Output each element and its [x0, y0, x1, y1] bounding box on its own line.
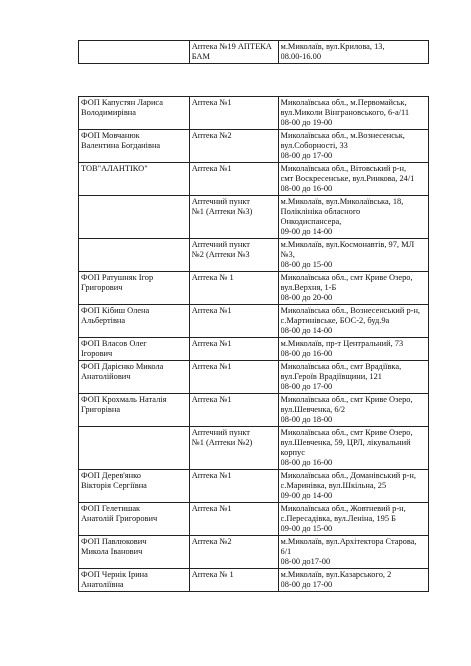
address-cell-line: вул.Героїв Врадіївщини, 121 [280, 372, 382, 381]
table-row [79, 239, 429, 272]
pharmacy-table [78, 96, 429, 592]
owner-cell [79, 97, 190, 130]
pharmacy-type-cell-line: Аптечний пункт [191, 428, 250, 437]
pharmacy-type-cell [189, 427, 278, 470]
table-row [79, 305, 429, 338]
address-cell-line: 08-00 до 20-00 [280, 293, 333, 302]
pharmacy-type-cell-line: Аптека №2 [191, 131, 232, 140]
address-cell [278, 305, 428, 338]
owner-cell-line: ФОП Чернік Ірина [81, 570, 148, 579]
address-cell-line: смт Воскресенське, вул.Ринкова, 24/1 [280, 174, 415, 183]
address-cell-line: с.Мартинівське, БОС-2, буд.9а [280, 316, 390, 325]
address-cell-line: м.Миколаїв, вул.Крилова, 13, [280, 42, 385, 51]
pharmacy-type-cell [189, 196, 278, 239]
owner-cell-line: ФОП Власов Олег [81, 339, 147, 348]
owner-cell [79, 361, 190, 394]
address-cell-line: с.Маринівка, вул.Шкільна, 25 [280, 481, 387, 490]
owner-cell-line: Анатолій Григорович [81, 514, 158, 523]
address-cell-line: Онкодиспансера, [280, 217, 342, 226]
pharmacy-type-cell [189, 41, 278, 64]
pharmacy-type-cell-line: №2 (Аптеки №3 [191, 250, 250, 259]
table-row [79, 272, 429, 305]
owner-cell [79, 196, 190, 239]
owner-cell-line: ФОП Мовчанюк [81, 131, 140, 140]
address-cell-line: Миколаївська обл., Жовтневий р-н, [280, 504, 406, 513]
address-cell-line: Миколаївська обл., Доманівський р-н, [280, 471, 416, 480]
owner-cell-line: ТОВ"АЛАНТІКО" [81, 164, 148, 173]
table-row [79, 41, 429, 64]
pharmacy-type-cell-line: Аптека №2 [191, 537, 232, 546]
pharmacy-type-cell-line: Аптека №1 [191, 306, 232, 315]
pharmacy-type-cell-line: Аптека №1 [191, 339, 232, 348]
address-cell-line: Миколаївська обл., Вознесенський р-н, [280, 306, 421, 315]
owner-cell [79, 427, 190, 470]
address-cell-line: вул.Верхня, 1-Б [280, 283, 337, 292]
owner-cell-line: ФОП Ратушняк Ігор [81, 273, 154, 282]
pharmacy-type-cell-line: Аптека №1 [191, 504, 232, 513]
pharmacy-type-cell-line: Аптека №19 АПТЕКА [191, 42, 272, 51]
address-cell [278, 272, 428, 305]
address-cell [278, 41, 428, 64]
owner-cell-line: ФОП Кібиш Олена [81, 306, 150, 315]
owner-cell-line: Анатоліївна [81, 580, 124, 589]
table-row [79, 361, 429, 394]
pharmacy-type-cell-line: Аптечний пункт [191, 197, 250, 206]
table-row [79, 536, 429, 569]
table-row [79, 569, 429, 592]
address-cell-line: 08-00 до 19-00 [280, 118, 333, 127]
table-row [79, 503, 429, 536]
address-cell-line: Миколаївська обл., смт Криве Озеро, [280, 428, 413, 437]
address-cell-line: Миколаївська обл., смт Врадіївка, [280, 362, 402, 371]
pharmacy-type-cell [189, 338, 278, 361]
address-cell-line: м.Миколаїв, вул.Миколаївська, 18, [280, 197, 404, 206]
address-cell-line: вул.Шевченка, 6/2 [280, 405, 346, 414]
table-row [79, 130, 429, 163]
owner-cell [79, 569, 190, 592]
address-cell-line: м.Миколаїв, пр-т Центральний, 73 [280, 339, 404, 348]
pharmacy-type-cell-line: №1 (Аптеки №3) [191, 207, 253, 216]
owner-cell-line: ФОП Дарієнко Микола [81, 362, 164, 371]
address-cell [278, 470, 428, 503]
pharmacy-type-cell [189, 239, 278, 272]
address-cell-line: Поліклініка обласного [280, 207, 361, 216]
address-cell-line: вул.Шевченка, 59, ЦРЛ, лікувальний [280, 438, 411, 447]
address-cell-line: м.Миколаїв, вул.Казарського, 2 [280, 570, 392, 579]
owner-cell-line: ФОП Крохмаль Наталія [81, 395, 167, 404]
owner-cell-line: Вікторія Сергіївна [81, 481, 147, 490]
pharmacy-type-cell-line: Аптека №1 [191, 471, 232, 480]
pharmacy-type-cell [189, 503, 278, 536]
address-cell-line: №3, [280, 250, 295, 259]
address-cell-line: 08-00 до 14-00 [280, 326, 333, 335]
owner-cell [79, 163, 190, 196]
owner-cell [79, 130, 190, 163]
pharmacy-type-cell [189, 536, 278, 569]
pharmacy-table-continued [78, 40, 429, 64]
owner-cell [79, 239, 190, 272]
address-cell [278, 361, 428, 394]
owner-cell-line: Микола Іванович [81, 547, 143, 556]
address-cell-line: 08-00 до 17-00 [280, 151, 333, 160]
table-row [79, 338, 429, 361]
address-cell [278, 394, 428, 427]
address-cell-line: 08.00-16.00 [280, 52, 322, 61]
address-cell [278, 569, 428, 592]
pharmacy-type-cell-line: Аптека № 1 [191, 273, 234, 282]
address-cell [278, 239, 428, 272]
address-cell-line: 08-00 до 18-00 [280, 415, 333, 424]
pharmacy-type-cell [189, 569, 278, 592]
owner-cell [79, 536, 190, 569]
address-cell-line: Миколаївська обл., смт Криве Озеро, [280, 273, 413, 282]
address-cell-line: 09-00 до 14-00 [280, 491, 333, 500]
address-cell-line: вул.Миколи Вінграновського, 6-а/11 [280, 108, 410, 117]
pharmacy-type-cell [189, 163, 278, 196]
pharmacy-type-cell [189, 470, 278, 503]
pharmacy-type-cell [189, 272, 278, 305]
address-cell-line: 08-00 до17-00 [280, 557, 331, 566]
owner-cell-line: Ігорович [81, 349, 113, 358]
address-cell-line: корпус [280, 448, 305, 457]
address-cell-line: Миколаївська обл., м.Первомайськ, [280, 98, 407, 107]
table-row [79, 97, 429, 130]
owner-cell-line: ФОП Павлюкович [81, 537, 147, 546]
address-cell [278, 163, 428, 196]
address-cell [278, 338, 428, 361]
owner-cell-line: Григорівна [81, 405, 121, 414]
owner-cell-line: ФОП Дерев'янко [81, 471, 141, 480]
pharmacy-type-cell [189, 97, 278, 130]
address-cell-line: 08-00 до 17-00 [280, 382, 333, 391]
address-cell-line: 6/1 [280, 547, 292, 556]
address-cell [278, 503, 428, 536]
address-cell-line: м.Миколаїв, вул.Космонавтів, 97, МЛ [280, 240, 415, 249]
owner-cell-line: Володимирівна [81, 108, 136, 117]
owner-cell [79, 503, 190, 536]
pharmacy-type-cell-line: Аптека №1 [191, 98, 232, 107]
address-cell-line: Миколаївська обл., м.Вознесенськ, [280, 131, 405, 140]
owner-cell-line: Альбертівна [81, 316, 126, 325]
address-cell-line: 09-00 до 15-00 [280, 524, 333, 533]
owner-cell-line: Анатолійович [81, 372, 131, 381]
address-cell [278, 130, 428, 163]
owner-cell-line: ФОП Гелетишак [81, 504, 141, 513]
table-row [79, 394, 429, 427]
address-cell-line: 08-00 до 16-00 [280, 184, 333, 193]
owner-cell-line: ФОП Капустян Лариса [81, 98, 163, 107]
address-cell-line: 08-00 до 16-00 [280, 349, 333, 358]
address-cell [278, 97, 428, 130]
owner-cell [79, 470, 190, 503]
pharmacy-type-cell [189, 130, 278, 163]
address-cell-line: м.Миколаїв, вул.Архітектора Старова, [280, 537, 417, 546]
pharmacy-type-cell-line: Аптека №1 [191, 362, 232, 371]
address-cell-line: Миколаївська обл., Вітовський р-н, [280, 164, 407, 173]
address-cell [278, 536, 428, 569]
pharmacy-type-cell-line: №1 (Аптеки №2) [191, 438, 253, 447]
owner-cell-line: Валентина Богданівна [81, 141, 161, 150]
owner-cell [79, 41, 190, 64]
owner-cell [79, 305, 190, 338]
owner-cell [79, 338, 190, 361]
pharmacy-type-cell-line: Аптека № 1 [191, 570, 234, 579]
address-cell-line: 09-00 до 14-00 [280, 227, 333, 236]
address-cell-line: с.Пересадівка, вул.Леніна, 195 Б [280, 514, 396, 523]
address-cell-line: 08-00 до 15-00 [280, 260, 333, 269]
address-cell [278, 427, 428, 470]
address-cell-line: вул.Соборності, 33 [280, 141, 348, 150]
table-row [79, 470, 429, 503]
address-cell-line: 08-00 до 17-00 [280, 580, 333, 589]
pharmacy-type-cell-line: Аптека №1 [191, 164, 232, 173]
table-row [79, 163, 429, 196]
pharmacy-type-cell-line: БАМ [191, 52, 210, 61]
owner-cell [79, 394, 190, 427]
owner-cell-line: Григорович [81, 283, 123, 292]
address-cell-line: Миколаївська обл., смт Криве Озеро, [280, 395, 413, 404]
table-row [79, 196, 429, 239]
address-cell [278, 196, 428, 239]
owner-cell [79, 272, 190, 305]
pharmacy-type-cell [189, 361, 278, 394]
pharmacy-type-cell [189, 394, 278, 427]
pharmacy-type-cell-line: Аптечний пункт [191, 240, 250, 249]
table-row [79, 427, 429, 470]
pharmacy-type-cell [189, 305, 278, 338]
pharmacy-type-cell-line: Аптека №1 [191, 395, 232, 404]
address-cell-line: 08-00 до 16-00 [280, 458, 333, 467]
